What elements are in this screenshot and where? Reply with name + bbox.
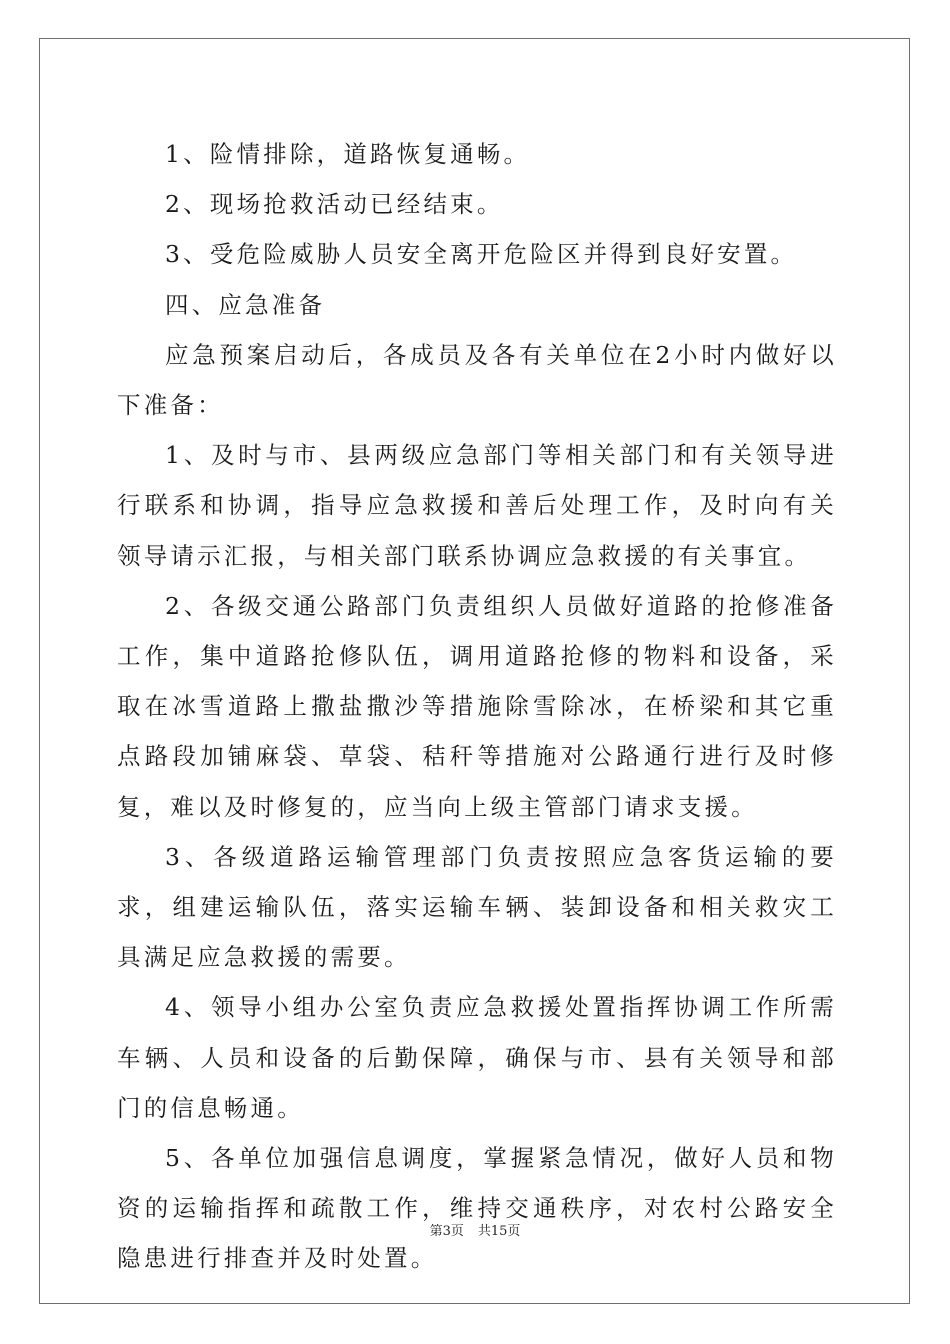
page-total: 共15页 xyxy=(477,1224,521,1239)
paragraph-item-2: 2、现场抢救活动已经结束。 xyxy=(165,190,504,219)
paragraph-item-3: 3、受危险威胁人员安全离开危险区并得到良好安置。 xyxy=(165,240,798,269)
paragraph-prep-2: 2、各级交通公路部门负责组织人员做好道路的抢修准备工作，集中道路抢修队伍，调用道路抢修的物料和设备，采取在冰雪道路上撒盐撒沙等措施除雪除冰，在桥梁和其它重点路段加铺麻袋、草袋、秸秆等措施对公路通行进行及时修复，难以及时修复的，应当向上级主管部门请求支援。 xyxy=(117,591,837,821)
paragraph-prep-5: 5、各单位加强信息调度，掌握紧急情况，做好人员和物资的运输指挥和疏散工作，维持交通秩序，对农村公路安全隐患进行排查并及时处置。 xyxy=(117,1144,837,1273)
paragraph-prep-4: 4、领导小组办公室负责应急救援处置指挥协调工作所需车辆、人员和设备的后勤保障，确保与市、县有关领导和部门的信息畅通。 xyxy=(117,993,837,1122)
page-number: 第3页 xyxy=(429,1224,464,1239)
paragraph-item-1: 1、险情排除，道路恢复通畅。 xyxy=(165,140,531,168)
paragraph-intro: 应急预案启动后，各成员及各有关单位在2小时内做好以下准备： xyxy=(117,340,837,420)
section-heading: 四、应急准备 xyxy=(165,290,326,319)
paragraph-prep-1: 1、及时与市、县两级应急部门等相关部门和有关领导进行联系和协调，指导应急救援和善后处理工作，及时向有关领导请示汇报，与相关部门联系协调应急救援的有关事宜。 xyxy=(117,441,837,570)
document-body xyxy=(117,129,837,1284)
paragraph-prep-3: 3、各级道路运输管理部门负责按照应急客货运输的要求，组建运输队伍，落实运输车辆、装卸设备和相关救灾工具满足应急救援的需要。 xyxy=(117,842,837,972)
page-footer xyxy=(0,1220,950,1239)
